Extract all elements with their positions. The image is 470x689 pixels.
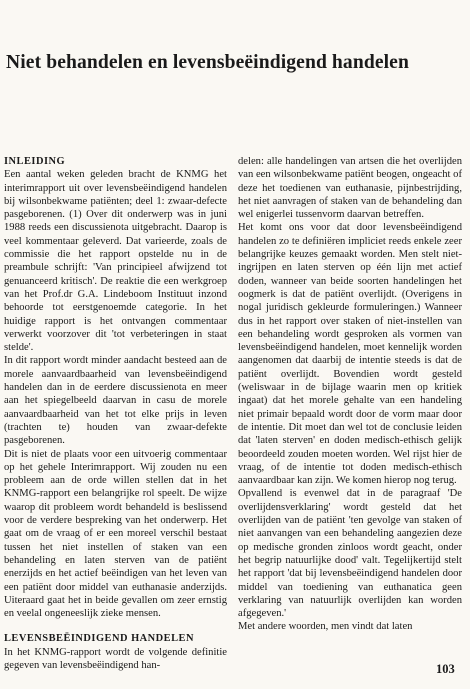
paragraph: In het KNMG-rapport wordt de volgende definitie gegeven van levensbeëindigend han-	[4, 646, 227, 671]
paragraph: Opvallend is evenwel dat in de paragraaf 'De overlijdensverklaring' wordt gesteld dat het overlijden van de patiënt 'ten gevolge van staken of niet aanvangen van een behandeling aangezien deze op medische gronden zinloos wordt geacht, onder het begrip natuurlijke dood' valt. Tegelijkertijd stelt het rapport 'dat bij levensbeëindigend handelen door middel van toediening van euthanatica geen verklaring van natuurlijk overlijden kan worden afgegeven.'	[238, 488, 462, 620]
left-column	[4, 155, 227, 672]
paragraph: Een aantal weken geleden bracht de KNMG het interimrapport uit over levensbeëindigend handelen bij wilsonbekwame patiënten; deel 1: zwaar-defecte pasgeborenen. (1) Over dit onderwerp was in juni 1988 reeds een discussienota uitgebracht. Daarop is veel kommentaar geleverd. Dat varieerde, zoals de commissie die het rapport opstelde nu in de preambule schrijft: 'Van principieel afwijzend tot genuanceerd kritisch'. De reaktie die een werkgroep van het Prof.dr G.A. Lindeboom Instituut inzond behoorde tot eerstgenoemde categorie. In het huidige rapport is het ontvangen commentaar verwerkt voorzover dit 'tot verbeteringen in staat stelde'.	[4, 169, 227, 354]
paragraph: Het komt ons voor dat door levensbeëindigend handelen zo te definiëren impliciet reeds enkele zeer belangrijke keuzes gemaakt worden. Men stelt niet-ingrijpen en laten sterven op één lijn met actief doden, wanneer van beide soorten handelingen het oogmerk is dat de patiënt overlijdt. (Overigens in nogal juridisch gekleurde formuleringen.) Wanneer dus in het rapport over staken of niet-instellen van een behandeling wordt gesproken als vormen van levensbeëindigend handelen, moet kennelijk worden aangenomen dat daarbij de intentie steeds is dat de patiënt overlijdt. Bovendien wordt gesteld (weliswaar in de bijlage waarin men op kritiek ingaat) dat het morele gehalte van een handeling niet primair bepaald wordt door de vorm maar door de intentie. Dit moet dan wel tot de conclusie leiden dat 'laten sterven' en doden medisch-ethisch gelijk beoordeeld zouden moeten worden. Wel rijst hier de vraag, of de intentie tot doden medisch-ethisch aanvaardbaar kan zijn. We komen hierop nog terug.	[238, 222, 462, 487]
paragraph: delen: alle handelingen van artsen die het overlijden van een wilsonbekwame patiënt beogen, ongeacht of deze het toedienen van euthanasie, pijnbestrijding, het niet aanvragen of staken van de behandeling dan wel enigerlei tussenvorm daarvan betreffen.	[238, 156, 462, 221]
article-title: Niet behandelen en levensbeëindigend handelen	[6, 52, 409, 73]
paragraph: Met andere woorden, men vindt dat laten	[238, 621, 413, 633]
section-heading-levensbeeindigend: LEVENSBEËINDIGEND HANDELEN	[4, 633, 194, 645]
right-column	[238, 155, 462, 634]
section-heading-inleiding: INLEIDING	[4, 156, 66, 167]
paragraph: In dit rapport wordt minder aandacht besteed aan de morele aanvaardbaarheid van levensbeëindigend handelen dan in de eerdere discussienota en meer aan het spiegelbeeld daarvan in casu de morele aanvaardbaarheid van het tot elke prijs in leven (trachten te) houden van zwaar-defekte pasgeborenen.	[4, 355, 227, 447]
page-number: 103	[436, 662, 455, 676]
paragraph: Dit is niet de plaats voor een uitvoerig commentaar op het gehele Interimrapport. Wij zouden nu een probleem aan de orde willen stellen dat in het KNMG-rapport een belangrijke rol speelt. De wijze waarop dit probleem wordt behandeld is beslissend voor de verdere bespreking van het onderwerp. Het gaat om de vraag of er een moreel verschil bestaat tussen het niet instellen of staken van een behandeling en laten sterven van de patiënt enerzijds en het actief beëindigen van het leven van een patiënt door middel van euthanasie anderzijds. Uiteraard gaat het in beide gevallen om zeer ernstig en veelal ongeneeslijk zieke mensen.	[4, 448, 227, 620]
